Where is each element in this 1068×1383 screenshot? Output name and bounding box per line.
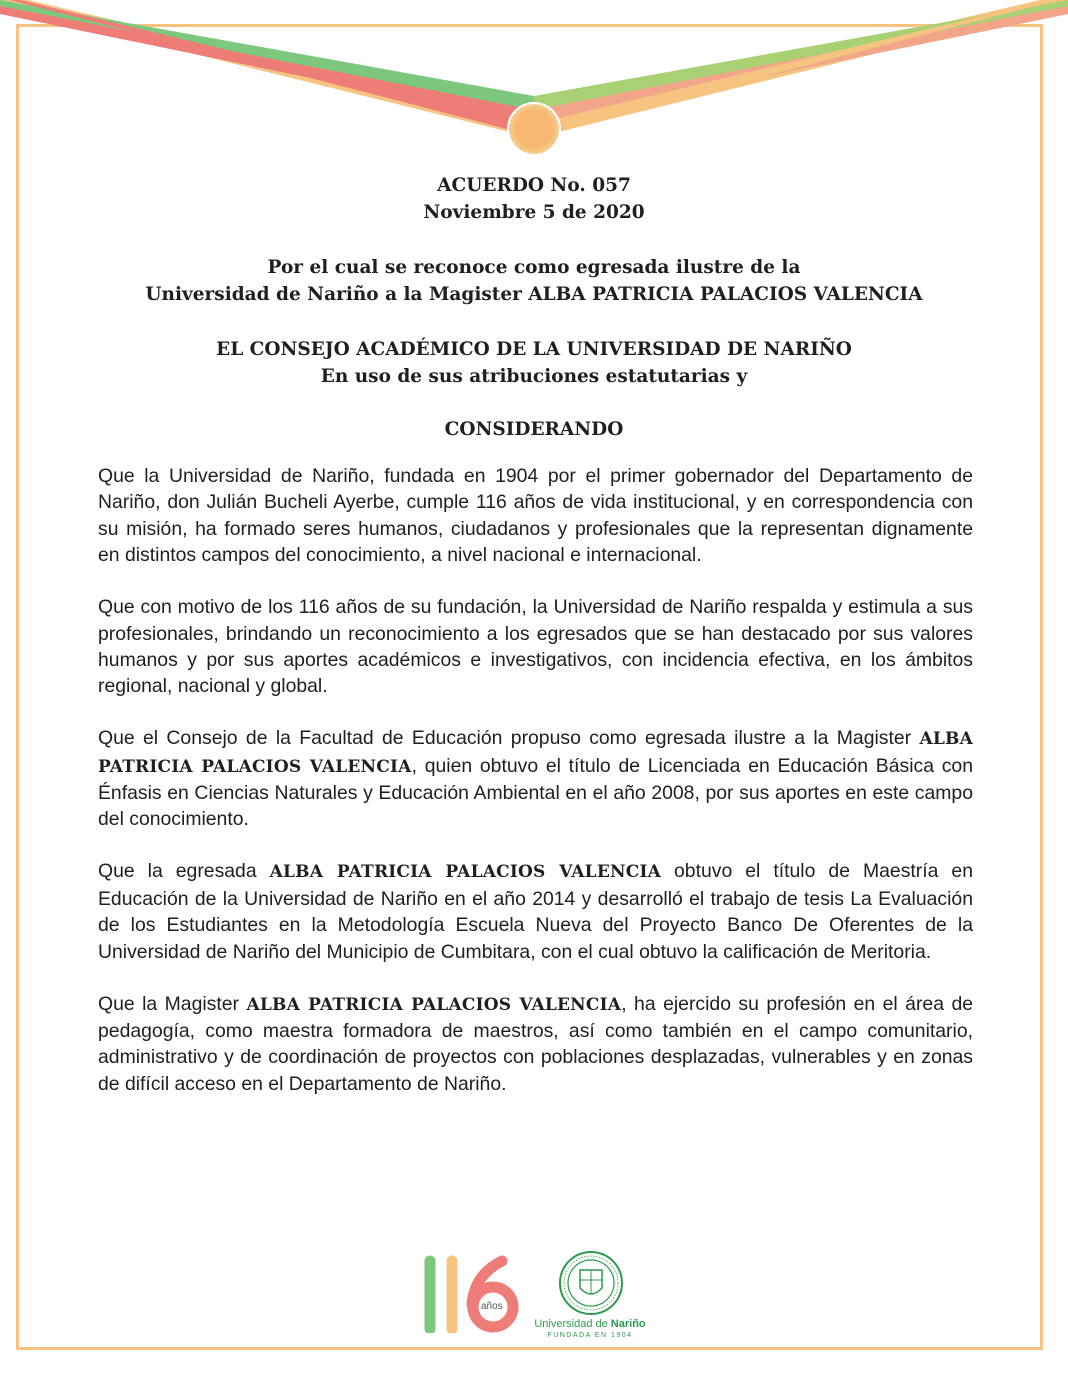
paragraph-5-text-b: , ha ejercido su profesión en el área de pedagogía, como maestra formadora de maestros, así como también en el campo comunitario, administrativo y de coordinación de proyectos con poblaciones desplazadas, vulnerables y en zonas de difícil acceso en el Departamento de Nariño. bbox=[98, 992, 974, 1095]
agreement-header bbox=[0, 172, 1068, 226]
university-prefix: Universidad de bbox=[534, 1318, 611, 1330]
paragraph-5 bbox=[98, 991, 973, 1098]
document-body bbox=[98, 463, 973, 1123]
university-wordmark bbox=[530, 1318, 650, 1330]
seal-emblem-icon bbox=[558, 1250, 624, 1316]
paragraph-4-text-a: Que la egresada bbox=[98, 860, 270, 883]
agreement-subject bbox=[0, 254, 1068, 308]
subject-line-1: Por el cual se reconoce como egresada ilustre de la bbox=[267, 257, 801, 278]
anniversary-logo bbox=[420, 1253, 525, 1333]
paragraph-3-text-a: Que el Consejo de la Facultad de Educación propuso como egresada ilustre a la Magister bbox=[98, 727, 920, 750]
paragraph-2: Que con motivo de los 116 años de su fundación, la Universidad de Nariño respalda y estimula a sus profesionales, brindando un reconocimiento a los egresados que se han destacado por sus valores humanos y por sus aportes académicos e investigativos, con incidencia efectiva, en los ámbitos regional, nacional y global. bbox=[98, 596, 973, 698]
paragraph-4-text-b: obtuvo el título de Maestría en Educación de la Universidad de Nariño en el año 2014 y desarrolló el trabajo de tesis La Evaluación de los Estudiantes en la Metodología Escuela Nueva del Proyecto Banco De Oferentes de la Universidad de Nariño del Municipio de Cumbitara, con el cual obtuvo la calificación de Meritoria. bbox=[98, 860, 974, 963]
honoree-name: ALBA PATRICIA PALACIOS VALENCIA bbox=[246, 994, 622, 1015]
university-name: Nariño bbox=[610, 1318, 646, 1330]
council-heading bbox=[0, 336, 1068, 390]
considering-title: CONSIDERANDO bbox=[444, 419, 624, 440]
council-line-2: En uso de sus atribuciones estatutarias y bbox=[320, 366, 748, 387]
ribbon-decoration bbox=[0, 0, 1068, 165]
paragraph-1: Que la Universidad de Nariño, fundada en 1904 por el primer gobernador del Departamento de Nariño, don Julián Bucheli Ayerbe, cumple 116 años de vida institucional, y en correspondencia con su misión, ha formado seres humanos, ciudadanos y profesionales que la representan dignamente en distintos campos del conocimiento, a nivel nacional e internacional. bbox=[98, 465, 973, 567]
founded-label: FUNDADA EN 1904 bbox=[547, 1332, 633, 1339]
considering-heading bbox=[0, 416, 1068, 443]
university-seal bbox=[558, 1250, 624, 1316]
paragraph-3-text-b: , quien obtuvo el título de Licenciada en Educación Básica con Énfasis en Ciencias Naturales y Educación Ambiental en el año 2008, por sus aportes en este campo del conocimiento. bbox=[98, 754, 973, 831]
honoree-name: ALBA PATRICIA PALACIOS VALENCIA bbox=[98, 729, 973, 777]
anniversary-years-label: años bbox=[481, 1301, 503, 1312]
honoree-name: ALBA PATRICIA PALACIOS VALENCIA bbox=[269, 862, 662, 883]
subject-line-2: Universidad de Nariño a la Magister ALBA PATRICIA PALACIOS VALENCIA bbox=[145, 284, 923, 305]
council-line-1: EL CONSEJO ACADÉMICO DE LA UNIVERSIDAD DE NARIÑO bbox=[216, 339, 852, 360]
agreement-date: Noviembre 5 de 2020 bbox=[423, 202, 645, 223]
paragraph-5-text-a: Que la Magister bbox=[98, 992, 247, 1015]
anniversary-116-graphic bbox=[420, 1253, 525, 1333]
paragraph-3 bbox=[98, 725, 973, 833]
paragraph-4 bbox=[98, 858, 973, 965]
agreement-number: ACUERDO No. 057 bbox=[437, 175, 631, 196]
